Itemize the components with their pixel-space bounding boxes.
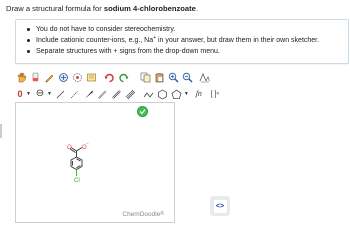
- instruction-counter-ions: [27, 35, 348, 46]
- watermark-registered: ®: [160, 211, 164, 217]
- hand-icon[interactable]: [15, 71, 27, 83]
- expand-button[interactable]: [210, 196, 230, 216]
- single-bond-icon[interactable]: [55, 88, 67, 100]
- hexagon-ring-icon[interactable]: [157, 88, 169, 100]
- atom-chlorine: Cl: [74, 178, 80, 184]
- atom-oxygen-minus: O: [82, 145, 87, 151]
- molecule-bonds: [70, 148, 82, 177]
- compound-name: sodium 4-chlorobenzoate: [103, 4, 196, 13]
- eraser-icon[interactable]: [29, 71, 41, 83]
- clean-icon[interactable]: [198, 71, 210, 83]
- left-edge-marker: [0, 124, 2, 138]
- triple-bond-icon[interactable]: [125, 88, 137, 100]
- bracket-icon[interactable]: [ ]ⁿ: [210, 90, 220, 98]
- na-plus-superscript: +: [153, 35, 157, 41]
- instruction-counter-ions-a: Include cationic counter-ions, e.g., Na: [36, 37, 154, 44]
- atom-charge-sign: −: [86, 141, 89, 146]
- chevron-down-icon[interactable]: ▼: [46, 91, 52, 97]
- chemdoodle-watermark: [122, 211, 164, 218]
- undo-icon[interactable]: [103, 71, 115, 83]
- pencil-icon[interactable]: [43, 71, 55, 83]
- watermark-text: ChemDoodle: [122, 211, 161, 218]
- template-icon[interactable]: [85, 71, 97, 83]
- zoom-icon[interactable]: [57, 71, 69, 83]
- code-brackets-icon: <>: [214, 200, 227, 213]
- chevron-down-icon[interactable]: ▼: [26, 91, 31, 97]
- negative-charge-select[interactable]: ⊖: [35, 88, 45, 99]
- atom-oxygen-double: O: [67, 145, 72, 151]
- chain-bond-icon[interactable]: [143, 88, 155, 100]
- paste-icon[interactable]: [153, 71, 165, 83]
- redo-icon[interactable]: [117, 71, 129, 83]
- ring-n-icon[interactable]: ʃ n: [195, 90, 202, 98]
- sketcher-canvas[interactable]: [15, 102, 175, 223]
- check-icon[interactable]: [137, 106, 148, 117]
- lasso-icon[interactable]: [71, 71, 83, 83]
- question-suffix: .: [195, 4, 199, 13]
- charge-zero-select[interactable]: 0: [17, 88, 23, 99]
- question-text: [6, 4, 198, 13]
- molecule-drawing: [16, 103, 174, 222]
- instruction-separate: Separate structures with + signs from the drop-down menu.: [27, 46, 348, 57]
- hash-bond-icon[interactable]: [97, 88, 109, 100]
- zoom-out-icon[interactable]: [181, 71, 193, 83]
- wedge-bond-icon[interactable]: [83, 88, 95, 100]
- chevron-down-icon[interactable]: ▼: [183, 91, 189, 97]
- dashed-bond-icon[interactable]: [69, 88, 81, 100]
- double-bond-icon[interactable]: [111, 88, 123, 100]
- toolbar-row-2: [15, 86, 224, 102]
- zoom-in-icon[interactable]: [167, 71, 179, 83]
- instruction-stereochemistry: You do not have to consider stereochemistry.: [27, 24, 348, 35]
- question-prefix: Draw a structural formula for: [6, 4, 104, 13]
- instructions-box: [15, 19, 349, 64]
- copy-icon[interactable]: [139, 71, 151, 83]
- ring-n-label: n: [197, 90, 202, 98]
- pentagon-ring-icon[interactable]: [171, 88, 183, 100]
- toolbar-row-1: [15, 69, 212, 85]
- instruction-counter-ions-b: in your answer, but draw them in their own sketcher.: [156, 37, 320, 44]
